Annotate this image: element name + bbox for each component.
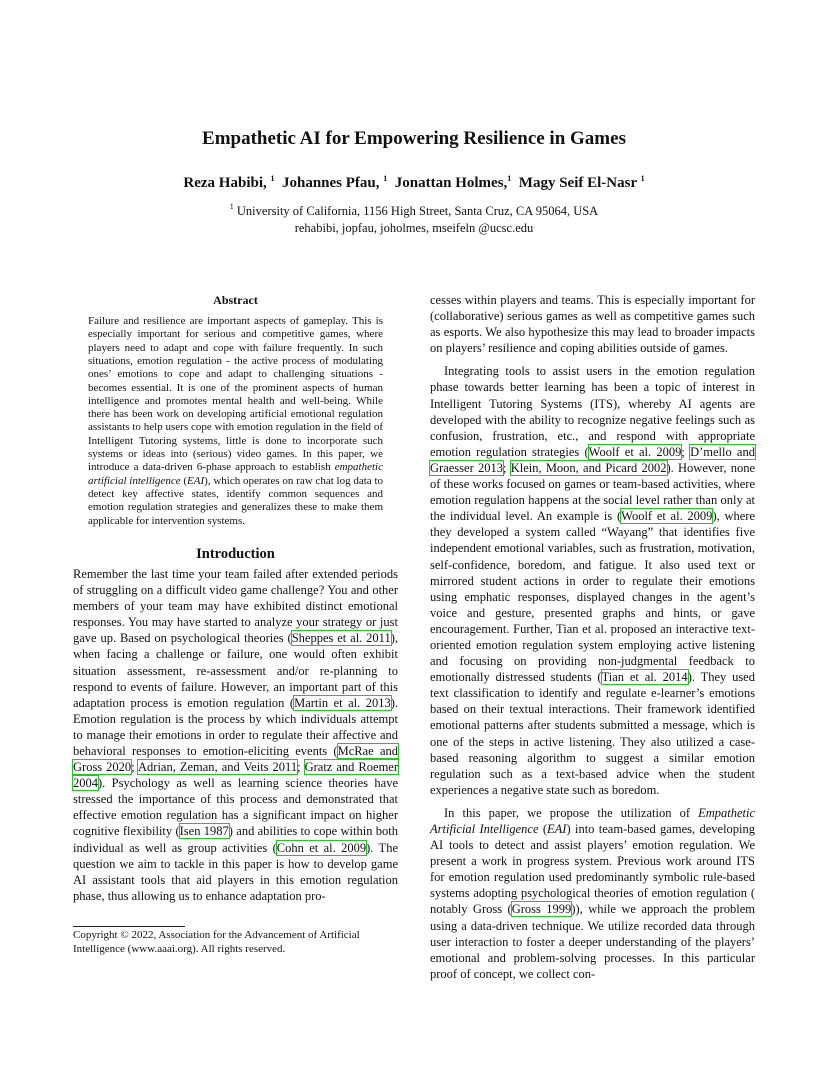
- citation-link[interactable]: Adrian, Zeman, and Veits 2011: [138, 760, 298, 775]
- author-name: Jonattan Holmes,: [394, 175, 508, 191]
- citation-link[interactable]: Gratz and Roemer 2004: [73, 760, 398, 791]
- paragraph-text: In this paper, we propose the utilization of: [444, 805, 699, 820]
- abstract-text: [88, 315, 383, 528]
- paragraph-text: ). Emotion regulation is the process by which individuals attempt to manage their emotions in order to regulate their affective and behavioral responses to emotion-eliciting events (: [73, 695, 398, 758]
- paper-title: Empathetic AI for Empowering Resilience in Games: [202, 128, 626, 149]
- paragraph-text: Remember the last time your team failed after extended periods of struggling on a difficult video game challenge? You and other members of your team may have exhibited distinct emotional responses. You may have started to analyze your strategy or just gave up. Based on psychological theories (: [73, 566, 398, 646]
- affiliation: [0, 203, 828, 237]
- paragraph-text: ). The question we aim to tackle in this paper is how to develop game AI assistant tools that aid players in this emotion regulation phase, thus allowing us to enhance adaptation pro-: [73, 840, 398, 903]
- citation-link[interactable]: Sheppes et al. 2011: [291, 631, 391, 646]
- citation-link[interactable]: Martin et al. 2013: [294, 695, 391, 710]
- paragraph-text: ;: [681, 444, 691, 459]
- paragraph-text: )), while we approach the problem using a data-driven technique. We utilize recorded data through user interaction to foster a deeper understanding of the players’ emotional and problem-solving processes. In this particular proof of concept, we collect con-: [430, 902, 756, 981]
- right-column: [430, 292, 755, 982]
- affiliation-address: [0, 203, 828, 220]
- citation-link[interactable]: Gross 1999: [511, 902, 572, 917]
- paragraph-text: ). Psychology as well as learning science theories have stressed the importance of this process and demonstrated that effective emotion regulation has a significant impact on higher cognitive flexibility (: [73, 776, 398, 839]
- paragraph-text: ) into team-based games, developing AI tools to detect and assist players’ emotion regulation. We present a work in progress system. Previous work around ITS for emotion regulation used predominantly symbolic rule-based systems adopting psychological theories of emotion regulation ( notably Gross (: [430, 822, 756, 917]
- paragraph-text: ), where they developed a system called “Wayang” that identifies five independent emotional variables, such as frustration, motivation, self-confidence, boredom, and fatigue. It also used text or mirrored student actions in order to regulate their emotions using emphatic responses, displayed changes in the agent’s voice and gesture, presented graphs and hints, or gave encouragement. Further, Tian et al. proposed an interactive text-oriented emotion regulation system employing active listening and focusing on providing non-judgmental feedback to emotionally distressed students (: [430, 509, 755, 685]
- paragraph-text: ;: [502, 460, 511, 475]
- abstract-body: (: [180, 474, 188, 487]
- affiliation-mark: 1: [229, 202, 234, 211]
- affiliation-emails: rehabibi, jopfau, joholmes, mseifeln @ucsc.edu: [294, 221, 534, 235]
- paragraph-text: (: [538, 822, 548, 836]
- emphasized-text: EAI: [547, 822, 567, 836]
- author-name: Johannes Pfau,: [282, 175, 380, 191]
- paragraph-text: ). However, none of these works focused on games or team-based activities, where emotion regulation happens at the social level rather than only at the individual level. An example is (: [430, 460, 755, 524]
- author-list: [0, 175, 828, 192]
- citation-link[interactable]: Isen 1987: [179, 824, 229, 839]
- affiliation-mark: 1: [507, 174, 512, 183]
- citation-link[interactable]: Cohn et al. 2009: [276, 840, 367, 855]
- introduction-paragraph: [430, 805, 755, 982]
- paragraph-text: ;: [297, 760, 305, 775]
- paragraph-text: ). They used text classification to identify and regulate e-learner’s emotions based on their textual interactions. Their framework identified emotional patterns after students submitted a message, which is one of the steps in active listening. They also utilized a case-based reasoning algorithm to suggest a similar emotion regulation such as a text-based advice when the student experiences a negative state such as boredom.: [430, 670, 755, 797]
- introduction-paragraph: [430, 363, 755, 798]
- abstract-body: ), which operates on raw chat log data to detect key affective states, identify common sequences and emotion regulation strategies and generalizes these to make them applicable for intervention systems.: [88, 474, 384, 527]
- emphasized-text: Empathetic Artificial Intelligence: [430, 805, 755, 836]
- affiliation-mark: 1: [640, 174, 645, 183]
- copyright-notice: Copyright © 2022, Association for the Advancement of Artificial Intelligence (www.aaai.org). All rights reserved.: [73, 929, 360, 955]
- citation-link[interactable]: Tian et al. 2014: [601, 670, 688, 685]
- abstract-body: Failure and resilience are important aspects of gameplay. This is especially important for serious and competitive games, where players need to adapt and cope with failure frequently. In such situations, emotion regulation - the active process of modulating ones’ emotions to cope and adapt to challenging situations - becomes essential. It is one of the prominent aspects of human intelligence and promotes mental health and well-being. While there has been work on developing artificial emotional regulation assistants to help users cope with emotion regulation in the field of Intelligent Tutoring systems, little is done to incorporate such systems or ideas into (serious) video games. In this paper, we introduce a data-driven 6-phase approach to establish: [88, 315, 383, 474]
- citation-link[interactable]: Woolf et al. 2009: [621, 509, 713, 524]
- citation-link[interactable]: D’mello and Graesser 2013: [430, 444, 755, 475]
- abstract-emphasis: empathetic artificial intelligence: [88, 461, 383, 487]
- affiliation-mark: 1: [383, 174, 388, 183]
- paragraph-text: Integrating tools to assist users in the emotion regulation phase towards better learning has been a topic of interest in Intelligent Tutoring Systems (ITS), whereby AI agents are developed with the ability to recognize negative feelings such as confusion, frustration, etc., and respond with appropriate emotion regulation strategies (: [430, 364, 755, 459]
- introduction-paragraph: [430, 292, 755, 356]
- introduction-heading: Introduction: [196, 545, 275, 562]
- citation-link[interactable]: Woolf et al. 2009: [588, 444, 682, 459]
- paragraph-text: ), when facing a challenge or failure, one would often exhibit situation assessment, re-assessment and/or re-planning to respond to events of failure. However, an important part of this adaptation process is emotion regulation (: [73, 631, 398, 710]
- paragraph-text: ) and abilities to cope within both individual as well as group activities (: [73, 824, 398, 855]
- paragraph-text: ;: [131, 760, 138, 775]
- abstract-emphasis: EAI: [187, 474, 205, 487]
- affiliation-mark: 1: [270, 174, 275, 183]
- citation-link[interactable]: McRae and Gross 2020: [73, 743, 399, 775]
- affiliation-line: University of California, 1156 High Street, Santa Cruz, CA 95064, USA: [236, 204, 599, 218]
- footnote-rule: [73, 926, 185, 927]
- paragraph-text: cesses within players and teams. This is especially important for (collaborative) serious games as well as competitive games such as esports. We also hypothesize this may lead to broader impacts on players’ resilience and coping abilities outside of games.: [430, 293, 755, 356]
- left-column: [73, 292, 398, 904]
- author-name: Magy Seif El-Nasr: [518, 175, 637, 191]
- citation-link[interactable]: Klein, Moon, and Picard 2002: [510, 460, 667, 475]
- author-name: Reza Habibi,: [183, 175, 267, 191]
- abstract-heading: Abstract: [213, 293, 258, 307]
- introduction-paragraph: [73, 566, 398, 904]
